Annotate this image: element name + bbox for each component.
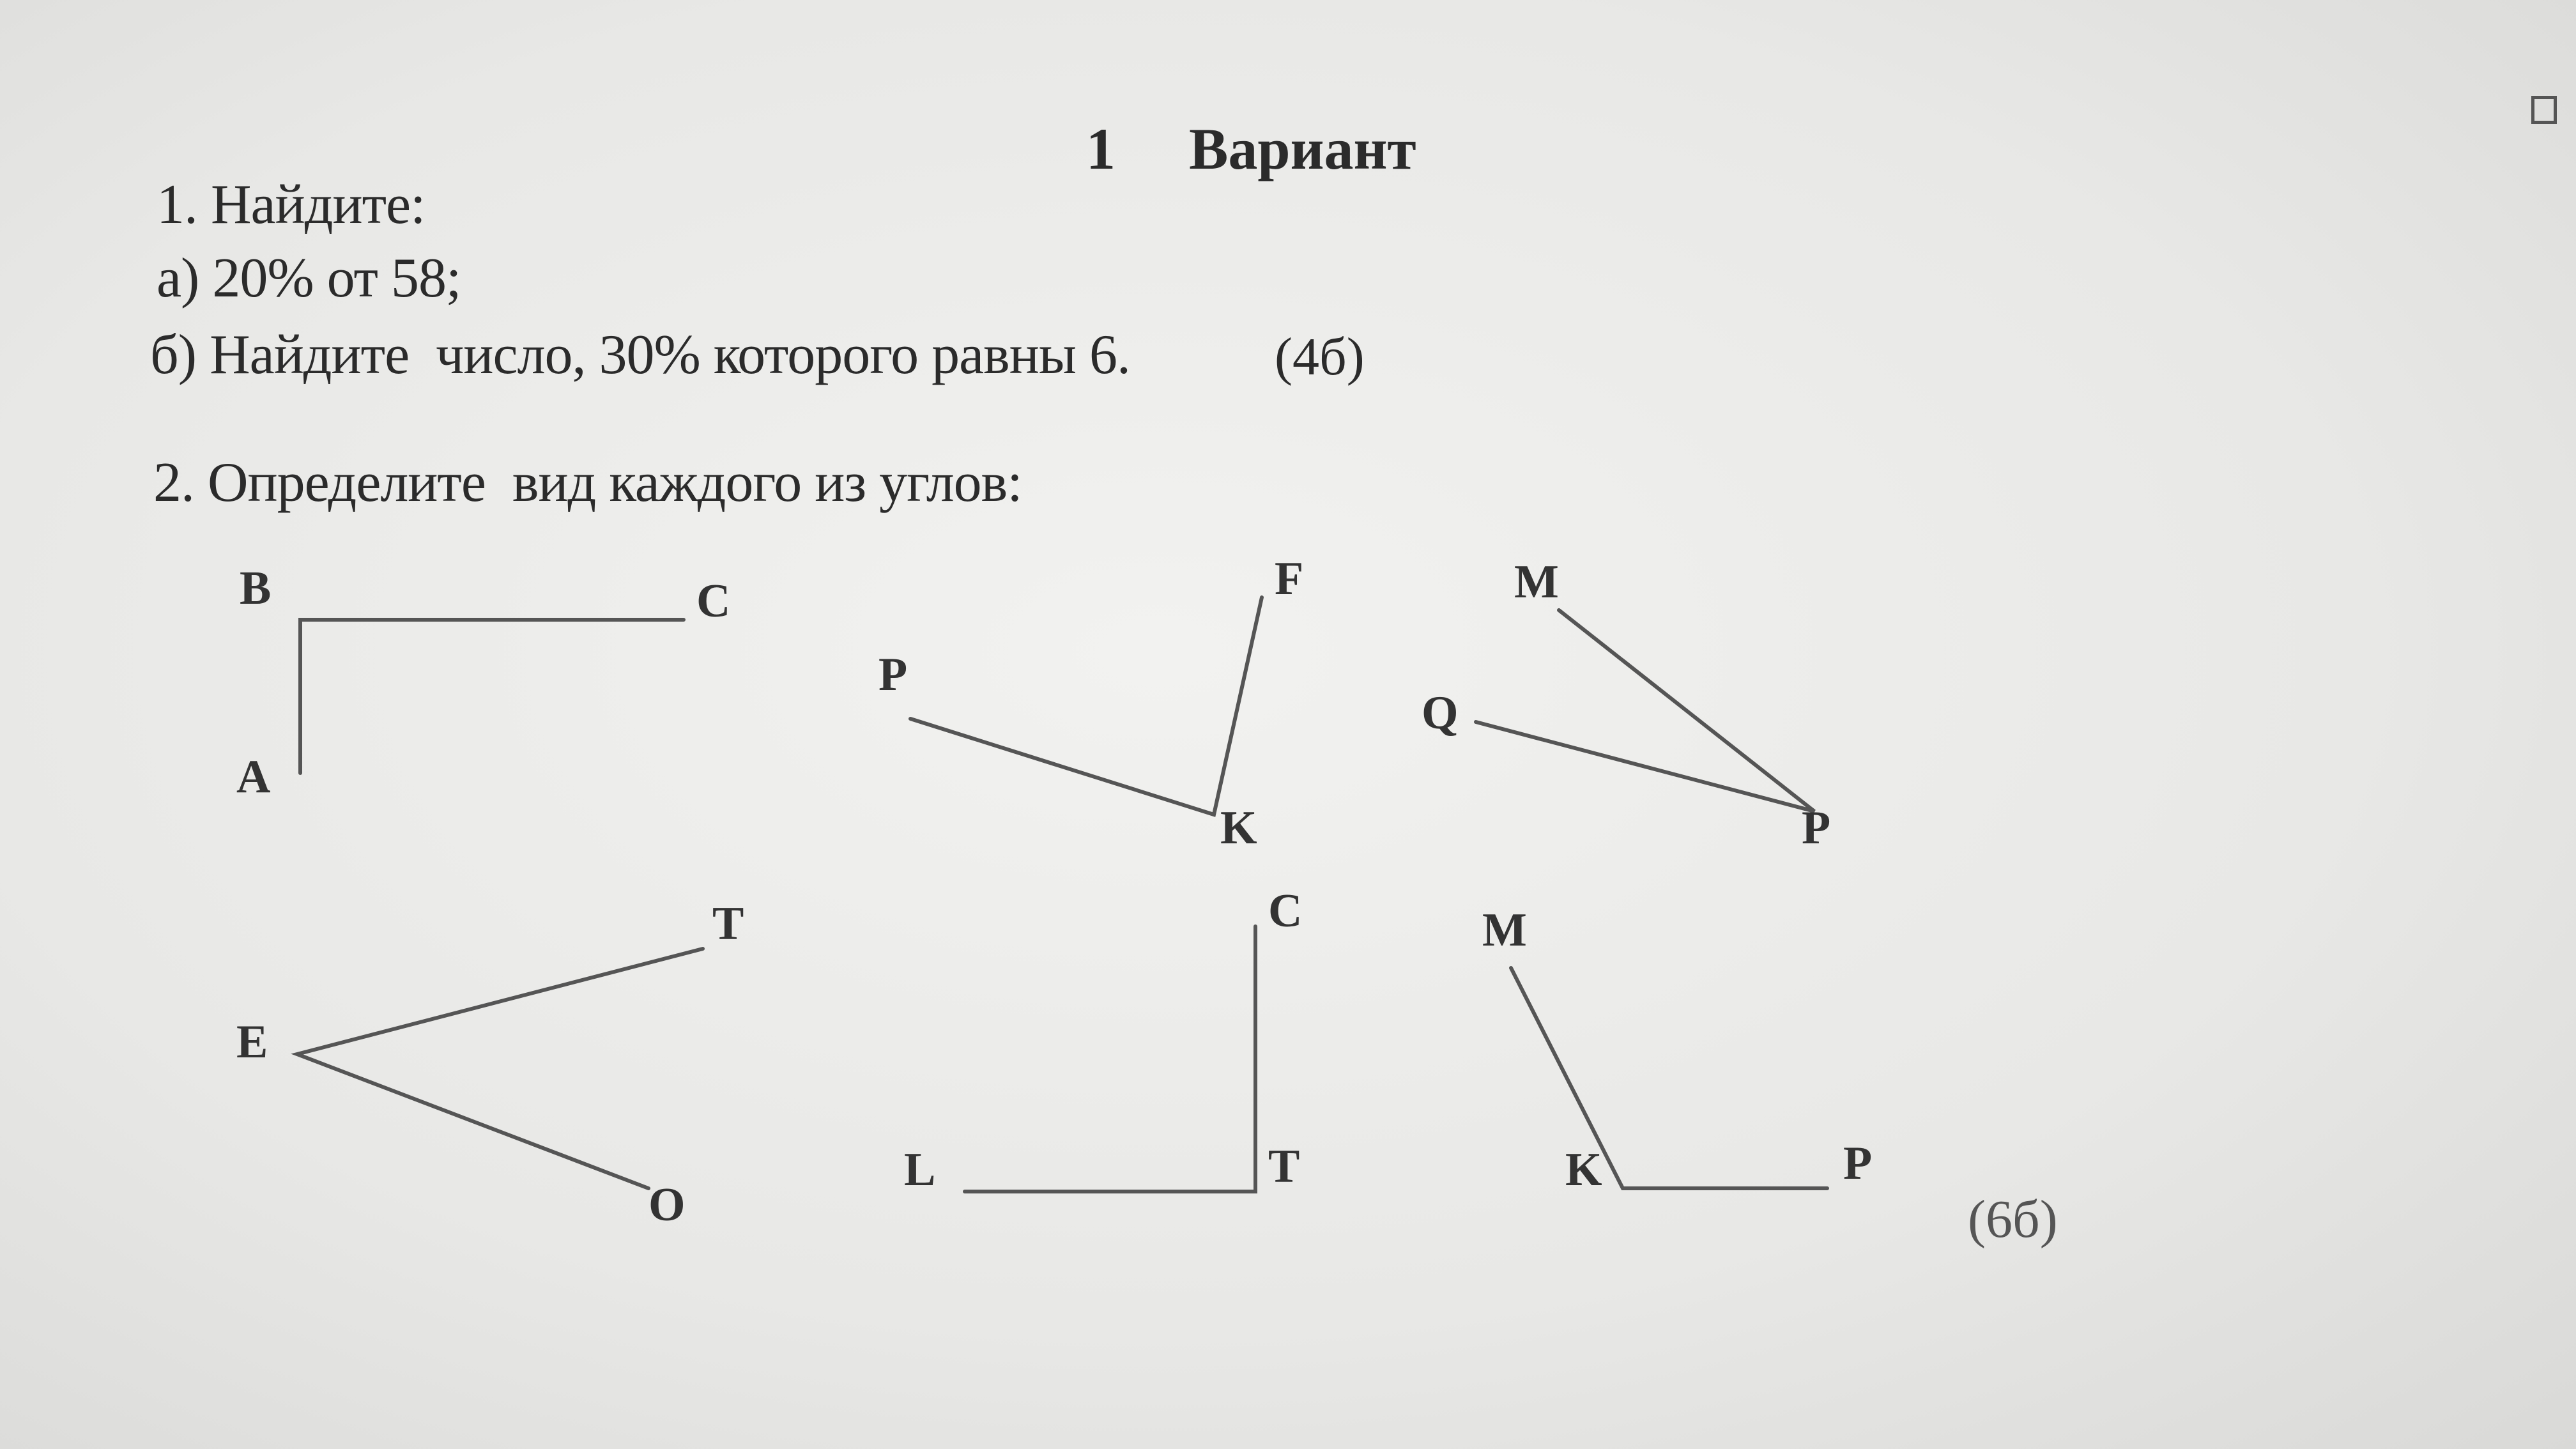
angle-CTL-label-2: T <box>1268 1140 1300 1193</box>
angle-MPQ <box>1422 556 1830 854</box>
angle-BAC-label-1: C <box>696 575 731 627</box>
angle-BAC-label-2: A <box>236 751 271 803</box>
angle-CTL <box>904 885 1302 1196</box>
angle-PKF-label-1: P <box>878 648 908 701</box>
angle-MKP-label-1: K <box>1565 1144 1602 1196</box>
angle-MKP-label-2: P <box>1843 1137 1873 1190</box>
angle-BAC-rays <box>300 620 684 773</box>
task1-points: (4б) <box>1275 327 1365 387</box>
angle-TEO-label-2: O <box>648 1179 686 1231</box>
angle-MPQ-label-2: P <box>1802 802 1831 854</box>
angle-PKF <box>878 553 1303 854</box>
angle-MKP-label-0: M <box>1482 904 1527 956</box>
angle-MPQ-label-0: M <box>1514 556 1559 608</box>
angle-CTL-label-1: L <box>904 1144 936 1196</box>
variant-title: 1 Вариант <box>1086 116 1416 181</box>
angle-TEO-rays <box>297 949 703 1188</box>
angle-TEO <box>236 898 744 1231</box>
angle-TEO-label-0: T <box>712 898 744 950</box>
task2-heading: 2. Определите вид каждого из углов: <box>153 452 1022 514</box>
task1-item-b: б) Найдите число, 30% которого равны 6. <box>150 324 1130 386</box>
angle-PKF-label-0: F <box>1275 553 1304 605</box>
angle-MKP-rays <box>1511 968 1827 1188</box>
task1-heading: 1. Найдите: <box>157 174 425 236</box>
angle-CTL-label-0: C <box>1268 885 1303 937</box>
angle-CTL-rays <box>965 926 1255 1192</box>
angle-BAC-label-0: B <box>240 562 272 615</box>
angle-BAC <box>236 562 730 803</box>
angle-TEO-label-1: E <box>236 1016 268 1068</box>
task2-points: (6б) <box>1968 1190 2058 1249</box>
task1-item-a: а) 20% от 58; <box>157 247 461 309</box>
angle-PKF-rays <box>910 597 1262 815</box>
angle-PKF-label-2: K <box>1220 802 1257 854</box>
angle-MPQ-rays <box>1476 610 1814 811</box>
angle-MKP <box>1482 904 1872 1196</box>
angle-MPQ-label-1: Q <box>1422 687 1459 739</box>
